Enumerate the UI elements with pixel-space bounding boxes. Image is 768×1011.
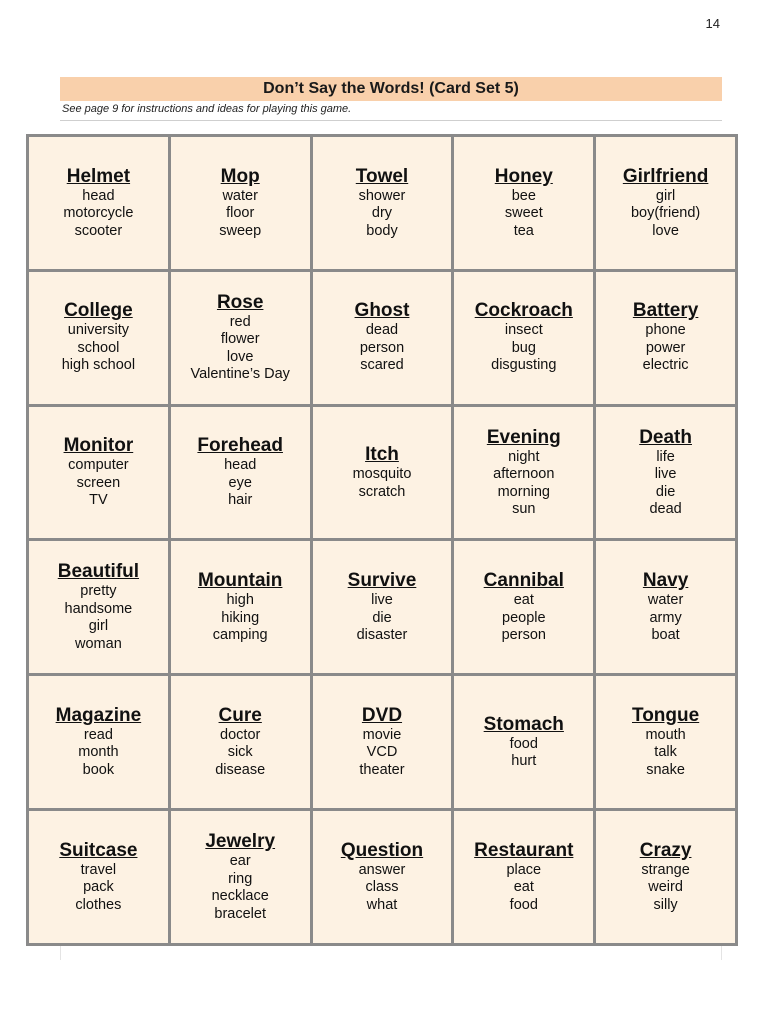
word-card bbox=[29, 137, 168, 269]
card-forbidden-word: disease bbox=[215, 761, 266, 778]
word-card bbox=[171, 541, 310, 673]
card-forbidden-word: Valentine’s Day bbox=[190, 366, 290, 383]
subtitle-divider bbox=[60, 120, 722, 121]
word-card bbox=[29, 676, 168, 808]
card-forbidden-word: person bbox=[501, 627, 546, 644]
card-title: Magazine bbox=[55, 704, 142, 726]
word-card bbox=[29, 272, 168, 404]
card-forbidden-word: what bbox=[366, 896, 398, 913]
card-forbidden-word: boat bbox=[651, 627, 680, 644]
word-card bbox=[454, 272, 593, 404]
card-title: Stomach bbox=[483, 713, 564, 735]
card-forbidden-word: eat bbox=[513, 879, 534, 896]
card-forbidden-word: necklace bbox=[211, 888, 269, 905]
card-title: Tongue bbox=[632, 704, 700, 726]
card-title: Girlfriend bbox=[622, 165, 709, 187]
card-title: Cure bbox=[218, 704, 262, 726]
card-forbidden-word: sun bbox=[512, 501, 536, 518]
card-forbidden-word: sweet bbox=[504, 205, 543, 222]
word-card bbox=[454, 407, 593, 539]
word-card bbox=[313, 272, 452, 404]
card-forbidden-word: bee bbox=[511, 187, 536, 204]
card-forbidden-word: red bbox=[229, 313, 251, 330]
card-forbidden-word: love bbox=[652, 222, 679, 239]
card-forbidden-word: dead bbox=[365, 322, 399, 339]
card-forbidden-word: silly bbox=[653, 896, 678, 913]
card-forbidden-word: mouth bbox=[645, 726, 686, 743]
card-grid bbox=[26, 134, 738, 946]
card-forbidden-word: eat bbox=[513, 592, 534, 609]
word-card bbox=[596, 407, 735, 539]
card-forbidden-word: army bbox=[649, 609, 682, 626]
card-title: Evening bbox=[486, 426, 561, 448]
card-forbidden-word: mosquito bbox=[352, 466, 412, 483]
card-forbidden-word: food bbox=[509, 735, 538, 752]
card-forbidden-word: night bbox=[508, 448, 540, 465]
card-forbidden-word: girl bbox=[88, 618, 109, 635]
card-forbidden-word: woman bbox=[75, 635, 122, 652]
card-forbidden-word: bug bbox=[511, 339, 536, 356]
card-title: Rose bbox=[216, 291, 264, 313]
card-forbidden-word: live bbox=[654, 466, 677, 483]
card-forbidden-word: dry bbox=[371, 205, 393, 222]
card-forbidden-word: food bbox=[509, 896, 538, 913]
card-title: Crazy bbox=[639, 839, 692, 861]
word-card bbox=[313, 137, 452, 269]
card-title: Towel bbox=[355, 165, 409, 187]
card-forbidden-word: movie bbox=[362, 726, 402, 743]
card-forbidden-word: disaster bbox=[356, 627, 408, 644]
card-forbidden-word: talk bbox=[654, 744, 677, 761]
card-forbidden-word: high school bbox=[61, 357, 136, 374]
word-card bbox=[171, 272, 310, 404]
word-card bbox=[454, 541, 593, 673]
card-forbidden-word: place bbox=[506, 861, 542, 878]
card-forbidden-word: tea bbox=[513, 222, 534, 239]
card-forbidden-word: motorcycle bbox=[63, 205, 134, 222]
card-title: Restaurant bbox=[474, 839, 574, 861]
page-subtitle: See page 9 for instructions and ideas for playing this game. bbox=[62, 103, 352, 115]
card-forbidden-word: clothes bbox=[75, 896, 122, 913]
card-forbidden-word: ring bbox=[228, 870, 253, 887]
card-forbidden-word: body bbox=[366, 222, 398, 239]
card-forbidden-word: pack bbox=[83, 879, 114, 896]
card-forbidden-word: die bbox=[372, 609, 392, 626]
card-title: Honey bbox=[494, 165, 553, 187]
card-forbidden-word: phone bbox=[645, 322, 686, 339]
card-title: Ghost bbox=[354, 300, 410, 322]
page-title: Don’t Say the Words! (Card Set 5) bbox=[263, 80, 519, 97]
card-title: Question bbox=[340, 839, 424, 861]
card-title: Suitcase bbox=[59, 839, 138, 861]
card-forbidden-word: pretty bbox=[80, 583, 117, 600]
card-forbidden-word: life bbox=[656, 448, 675, 465]
card-forbidden-word: class bbox=[365, 879, 399, 896]
page-number: 14 bbox=[705, 16, 720, 31]
card-forbidden-word: weird bbox=[648, 879, 683, 896]
card-title: Navy bbox=[642, 570, 689, 592]
card-forbidden-word: people bbox=[502, 609, 546, 626]
card-forbidden-word: TV bbox=[89, 492, 108, 509]
title-bar bbox=[60, 77, 722, 101]
card-forbidden-word: shower bbox=[358, 187, 406, 204]
card-title: Cannibal bbox=[483, 570, 564, 592]
card-title: Death bbox=[639, 426, 692, 448]
word-card bbox=[596, 676, 735, 808]
card-forbidden-word: sweep bbox=[219, 222, 262, 239]
card-forbidden-word: strange bbox=[641, 861, 690, 878]
card-forbidden-word: water bbox=[647, 592, 684, 609]
card-title: DVD bbox=[361, 704, 403, 726]
card-title: Beautiful bbox=[57, 561, 140, 583]
word-card bbox=[29, 541, 168, 673]
card-title: Helmet bbox=[66, 165, 131, 187]
card-forbidden-word: insect bbox=[504, 322, 543, 339]
word-card bbox=[171, 137, 310, 269]
card-forbidden-word: live bbox=[371, 592, 393, 609]
card-title: Forehead bbox=[197, 435, 283, 457]
card-forbidden-word: ear bbox=[229, 853, 251, 870]
word-card bbox=[29, 811, 168, 943]
card-forbidden-word: theater bbox=[359, 761, 405, 778]
card-forbidden-word: school bbox=[77, 339, 120, 356]
card-forbidden-word: travel bbox=[80, 861, 117, 878]
word-card bbox=[596, 541, 735, 673]
card-forbidden-word: scared bbox=[360, 357, 404, 374]
card-forbidden-word: afternoon bbox=[493, 466, 555, 483]
card-title: Survive bbox=[347, 570, 417, 592]
card-title: Monitor bbox=[63, 435, 134, 457]
word-card bbox=[29, 407, 168, 539]
card-forbidden-word: camping bbox=[212, 627, 268, 644]
card-title: Itch bbox=[365, 444, 399, 466]
card-forbidden-word: disgusting bbox=[491, 357, 557, 374]
card-forbidden-word: book bbox=[82, 761, 115, 778]
card-forbidden-word: read bbox=[83, 726, 113, 743]
card-forbidden-word: love bbox=[226, 348, 254, 365]
card-title: College bbox=[64, 300, 133, 322]
word-card bbox=[454, 137, 593, 269]
card-forbidden-word: girl bbox=[655, 187, 676, 204]
card-forbidden-word: die bbox=[655, 483, 676, 500]
word-card bbox=[313, 676, 452, 808]
card-forbidden-word: electric bbox=[642, 357, 689, 374]
card-forbidden-word: scooter bbox=[74, 222, 123, 239]
card-forbidden-word: snake bbox=[646, 761, 685, 778]
word-card bbox=[454, 811, 593, 943]
word-card bbox=[596, 272, 735, 404]
card-forbidden-word: month bbox=[78, 744, 119, 761]
card-forbidden-word: dead bbox=[649, 501, 682, 518]
card-forbidden-word: power bbox=[645, 339, 686, 356]
card-forbidden-word: floor bbox=[226, 205, 255, 222]
card-forbidden-word: hiking bbox=[221, 609, 260, 626]
card-forbidden-word: sick bbox=[227, 744, 253, 761]
card-forbidden-word: answer bbox=[358, 861, 406, 878]
card-title: Jewelry bbox=[205, 831, 276, 853]
card-forbidden-word: eye bbox=[228, 474, 252, 491]
card-forbidden-word: doctor bbox=[220, 726, 261, 743]
card-forbidden-word: VCD bbox=[366, 744, 398, 761]
word-card bbox=[171, 407, 310, 539]
word-card bbox=[313, 407, 452, 539]
card-forbidden-word: head bbox=[224, 457, 257, 474]
card-title: Battery bbox=[632, 300, 699, 322]
card-forbidden-word: hurt bbox=[511, 753, 537, 770]
card-forbidden-word: bracelet bbox=[214, 905, 266, 922]
word-card bbox=[313, 811, 452, 943]
card-forbidden-word: handsome bbox=[64, 600, 133, 617]
card-forbidden-word: screen bbox=[76, 474, 121, 491]
word-card bbox=[454, 676, 593, 808]
card-forbidden-word: flower bbox=[220, 331, 260, 348]
word-card bbox=[171, 676, 310, 808]
card-forbidden-word: water bbox=[222, 187, 258, 204]
card-forbidden-word: high bbox=[226, 592, 254, 609]
card-forbidden-word: scratch bbox=[358, 483, 406, 500]
word-card bbox=[171, 811, 310, 943]
card-forbidden-word: computer bbox=[68, 457, 129, 474]
card-forbidden-word: morning bbox=[497, 483, 550, 500]
card-title: Cockroach bbox=[474, 300, 573, 322]
page-footer-rule bbox=[60, 946, 722, 960]
word-card bbox=[596, 811, 735, 943]
card-forbidden-word: boy(friend) bbox=[630, 205, 701, 222]
card-title: Mop bbox=[220, 165, 260, 187]
card-title: Mountain bbox=[197, 570, 283, 592]
card-forbidden-word: university bbox=[67, 322, 130, 339]
word-card bbox=[596, 137, 735, 269]
card-forbidden-word: hair bbox=[228, 492, 253, 509]
card-forbidden-word: head bbox=[82, 187, 115, 204]
card-forbidden-word: person bbox=[359, 339, 405, 356]
word-card bbox=[313, 541, 452, 673]
